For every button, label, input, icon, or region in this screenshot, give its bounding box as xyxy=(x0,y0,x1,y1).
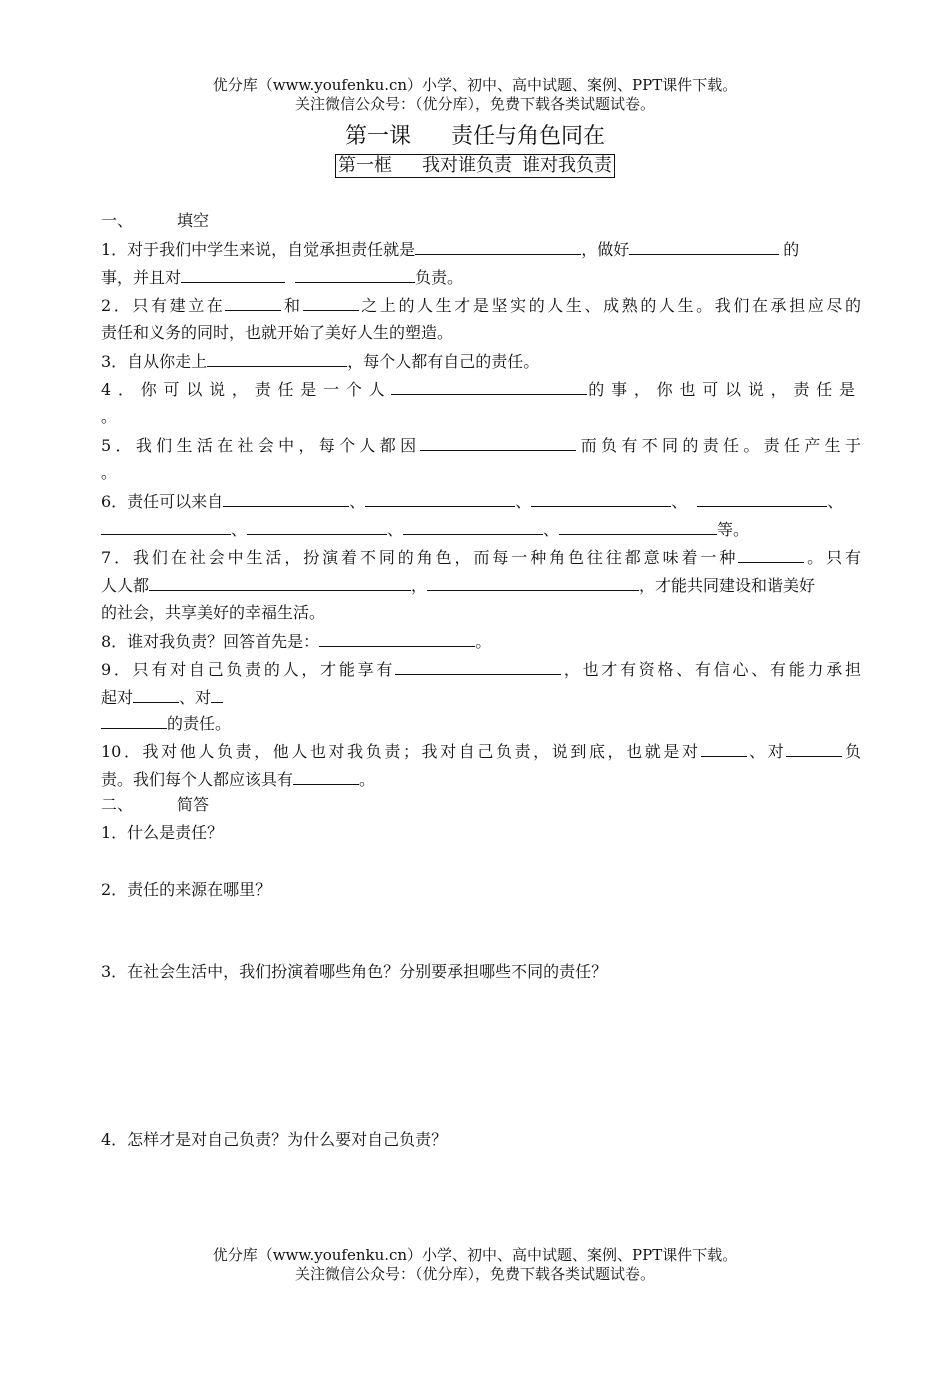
question-10-line-1: 10．我对他人负责，他人也对我负责；我对自己负责，说到底，也就是对 、对 负 xyxy=(101,742,861,761)
lesson-number: 第一课 xyxy=(344,124,411,149)
question-5-line-2: 。 xyxy=(101,463,118,482)
question-7-line-3: 的社会，共享美好的幸福生活。 xyxy=(101,603,326,622)
answer-blank[interactable] xyxy=(391,379,587,395)
answer-blank[interactable] xyxy=(293,769,359,785)
short-answer-1: 1．什么是责任？ xyxy=(101,823,224,842)
footer-line-1: 优分库（www.youfenku.cn）小学、初中、高中试题、案例、PPT课件下载。 xyxy=(212,1246,738,1264)
answer-blank[interactable] xyxy=(701,741,747,757)
answer-blank[interactable] xyxy=(786,741,842,757)
question-6-line-1: 6．责任可以来自 、 、 、 、 xyxy=(101,492,844,511)
section-subtitle-wrap xyxy=(0,154,950,178)
question-7-line-2: 人人都 ， ，才能共同建设和谐美好 xyxy=(101,576,816,595)
section-title: 填空 xyxy=(177,211,210,230)
answer-blank[interactable] xyxy=(697,491,827,507)
answer-blank[interactable] xyxy=(427,575,639,591)
answer-blank[interactable] xyxy=(295,267,415,283)
section-heading-fill xyxy=(101,211,861,231)
question-1-line-2: 事，并且对 负责。 xyxy=(101,268,464,287)
answer-blank[interactable] xyxy=(211,687,223,703)
short-answer-4: 4．怎样才是对自己负责？为什么要对自己负责？ xyxy=(101,1130,448,1149)
question-4-line-2: 。 xyxy=(101,407,118,426)
answer-blank[interactable] xyxy=(133,687,179,703)
answer-blank[interactable] xyxy=(225,295,281,311)
subtitle-part-b: 谁对我负责 xyxy=(522,155,612,176)
answer-blank[interactable] xyxy=(223,491,349,507)
answer-blank[interactable] xyxy=(395,659,561,675)
answer-blank[interactable] xyxy=(403,519,543,535)
answer-blank[interactable] xyxy=(247,519,387,535)
subtitle-part-a: 我对谁负责 xyxy=(422,155,512,176)
answer-blank[interactable] xyxy=(303,295,359,311)
answer-blank[interactable] xyxy=(559,519,717,535)
short-answer-2: 2．责任的来源在哪里？ xyxy=(101,880,272,899)
question-9-line-1: 9．只有对自己负责的人，才能享有 ，也才有资格、有信心、有能力承担 xyxy=(101,660,861,679)
answer-blank[interactable] xyxy=(629,239,779,255)
section-number: 二、 xyxy=(101,795,134,814)
answer-blank[interactable] xyxy=(738,547,804,563)
section-subtitle-box xyxy=(335,154,615,178)
question-9-line-3: 的责任。 xyxy=(101,713,861,734)
question-9-line-2: 起对 、对 xyxy=(101,687,861,708)
answer-blank[interactable] xyxy=(207,351,347,367)
answer-blank[interactable] xyxy=(319,631,475,647)
answer-blank[interactable] xyxy=(149,575,411,591)
section-heading-short-answer xyxy=(101,795,861,815)
footer-line-2: 关注微信公众号：（优分库），免费下载各类试题试卷。 xyxy=(294,1265,655,1283)
answer-blank[interactable] xyxy=(415,239,581,255)
section-number: 一、 xyxy=(101,211,134,230)
answer-blank[interactable] xyxy=(101,519,231,535)
answer-blank[interactable] xyxy=(420,435,576,451)
short-answer-3: 3．在社会生活中，我们扮演着哪些角色？分别要承担哪些不同的责任？ xyxy=(101,962,608,981)
answer-blank[interactable] xyxy=(101,713,167,729)
answer-blank[interactable] xyxy=(531,491,671,507)
question-1-line-1: 1．对于我们中学生来说，自觉承担责任就是 ，做好 的 xyxy=(101,240,800,259)
question-2-line-2: 责任和义务的同时，也就开始了美好人生的塑造。 xyxy=(101,323,454,342)
question-4-line-1: 4．你可以说，责任是一个人 的事，你也可以说，责任是 xyxy=(101,380,861,399)
question-6-line-2: 、 、 、 等。 xyxy=(101,519,861,540)
answer-blank[interactable] xyxy=(181,267,285,283)
lesson-name: 责任与角色同在 xyxy=(451,124,606,149)
question-8: 8．谁对我负责？回答首先是： 。 xyxy=(101,632,492,651)
answer-blank[interactable] xyxy=(365,491,515,507)
question-3: 3．自从你走上 ，每个人都有自己的责任。 xyxy=(101,352,540,371)
subtitle-frame-number: 第一框 xyxy=(338,155,392,176)
section-title: 简答 xyxy=(177,795,210,814)
question-2-line-1: 2．只有建立在 和 之上的人生才是坚实的人生、成熟的人生。我们在承担应尽的 xyxy=(101,296,861,315)
header-line-2: 关注微信公众号：（优分库），免费下载各类试题试卷。 xyxy=(294,95,655,113)
question-5-line-1: 5．我们生活在社会中，每个人都因 而负有不同的责任。责任产生于 xyxy=(101,436,861,455)
question-10-line-2: 责。我们每个人都应该具有 。 xyxy=(101,770,376,789)
lesson-title xyxy=(0,124,950,150)
question-7-line-1: 7．我们在社会中生活，扮演着不同的角色，而每一种角色往往都意味着一种 。只有 xyxy=(101,548,861,567)
header-line-1: 优分库（www.youfenku.cn）小学、初中、高中试题、案例、PPT课件下载。 xyxy=(212,76,738,94)
